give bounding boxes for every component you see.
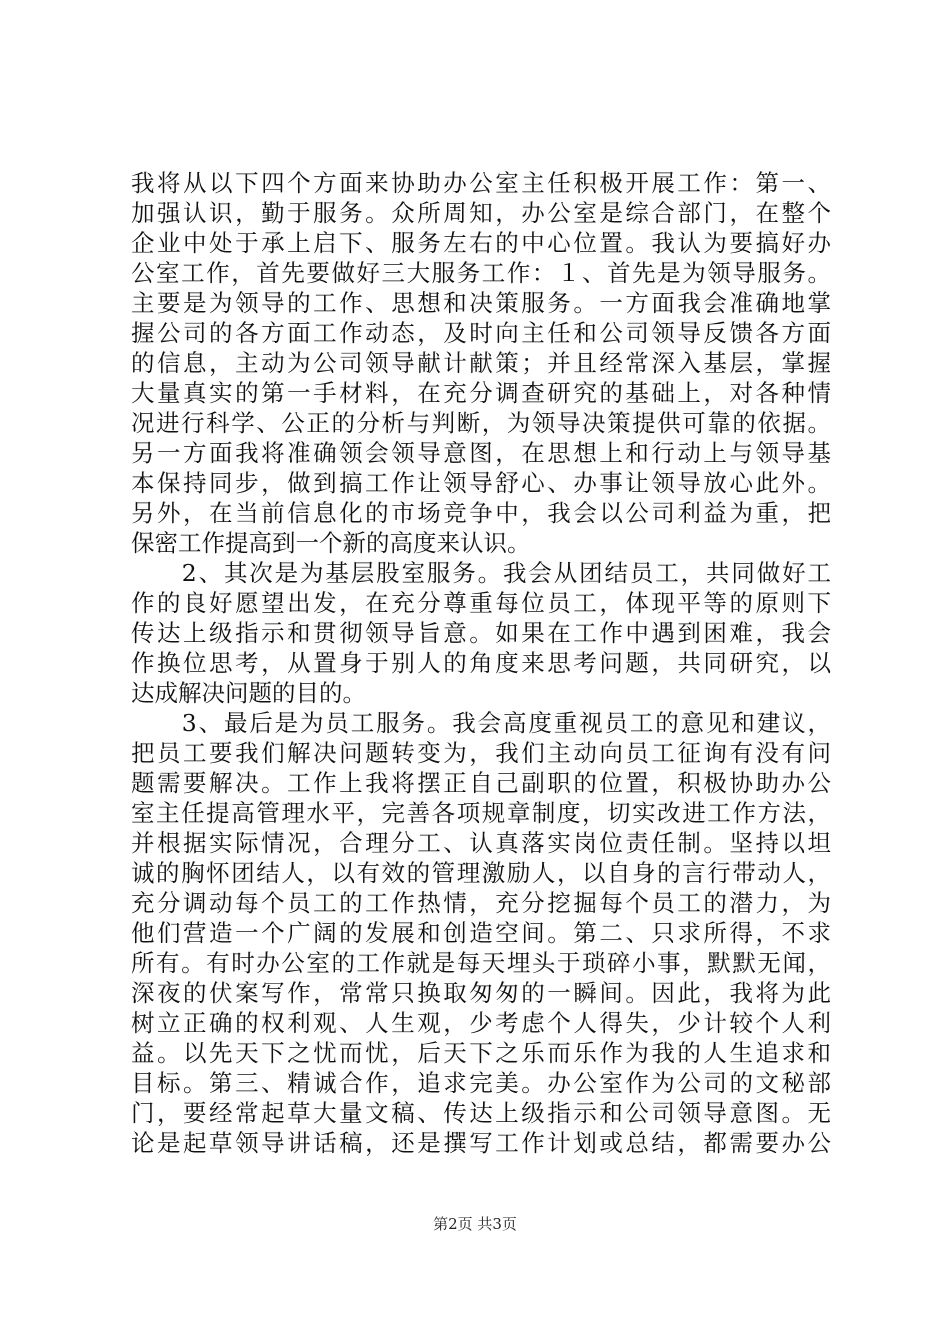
text-line: 诚的胸怀团结人，以有效的管理激励人，以自身的言行带动人， — [131, 859, 831, 887]
text-line: 另外，在当前信息化的市场竞争中，我会以公司利益为重，把 — [131, 499, 831, 527]
text-line: 目标。第三、精诚合作，追求完美。办公室作为公司的文秘部 — [131, 1069, 831, 1097]
text-line: 室主任提高管理水平，完善各项规章制度，切实改进工作方法， — [131, 799, 831, 827]
page-number-label: 第2页 共3页 — [433, 1215, 517, 1233]
text-line: 企业中处于承上启下、服务左右的中心位置。我认为要搞好办 — [131, 229, 831, 257]
text-line: 深夜的伏案写作，常常只换取匆匆的一瞬间。因此，我将为此 — [131, 979, 831, 1007]
text-line: 公室工作，首先要做好三大服务工作：１、首先是为领导服务。 — [131, 259, 831, 287]
text-line: 3、最后是为员工服务。我会高度重视员工的意见和建议， — [131, 709, 831, 737]
text-line: 充分调动每个员工的工作热情，充分挖掘每个员工的潜力，为 — [131, 889, 831, 917]
text-line: 主要是为领导的工作、思想和决策服务。一方面我会准确地掌 — [131, 289, 831, 317]
text-line: 加强认识，勤于服务。众所周知，办公室是综合部门，在整个 — [131, 199, 831, 227]
text-line: 2、其次是为基层股室服务。我会从团结员工，共同做好工 — [131, 559, 831, 587]
text-line: 传达上级指示和贯彻领导旨意。如果在工作中遇到困难，我会 — [131, 619, 831, 647]
document-body — [131, 168, 831, 1158]
page-footer — [0, 1214, 950, 1234]
text-line: 大量真实的第一手材料，在充分调查研究的基础上，对各种情 — [131, 379, 831, 407]
text-line: 的信息，主动为公司领导献计献策；并且经常深入基层，掌握 — [131, 349, 831, 377]
text-line: 握公司的各方面工作动态，及时向主任和公司领导反馈各方面 — [131, 319, 831, 347]
text-line: 把员工要我们解决问题转变为，我们主动向员工征询有没有问 — [131, 739, 831, 767]
text-line: 树立正确的权利观、人生观，少考虑个人得失，少计较个人利 — [131, 1009, 831, 1037]
text-line: 门，要经常起草大量文稿、传达上级指示和公司领导意图。无 — [131, 1099, 831, 1127]
text-line: 达成解决问题的目的。 — [131, 679, 366, 707]
text-line: 况进行科学、公正的分析与判断，为领导决策提供可靠的依据。 — [131, 409, 831, 437]
text-line: 本保持同步，做到搞工作让领导舒心、办事让领导放心此外。 — [131, 469, 831, 497]
text-line: 论是起草领导讲话稿，还是撰写工作计划或总结，都需要办公 — [131, 1129, 831, 1157]
text-line: 题需要解决。工作上我将摆正自己副职的位置，积极协助办公 — [131, 769, 831, 797]
text-line: 保密工作提高到一个新的高度来认识。 — [131, 529, 531, 557]
text-line: 作换位思考，从置身于别人的角度来思考问题，共同研究，以 — [131, 649, 831, 677]
text-line: 益。以先天下之忧而忧，后天下之乐而乐作为我的人生追求和 — [131, 1039, 831, 1067]
text-line: 所有。有时办公室的工作就是每天埋头于琐碎小事，默默无闻， — [131, 949, 831, 977]
text-line: 另一方面我将准确领会领导意图，在思想上和行动上与领导基 — [131, 439, 831, 467]
text-line: 我将从以下四个方面来协助办公室主任积极开展工作：第一、 — [131, 169, 831, 197]
text-line: 作的良好愿望出发，在充分尊重每位员工，体现平等的原则下 — [131, 589, 831, 617]
text-line: 他们营造一个广阔的发展和创造空间。第二、只求所得，不求 — [131, 919, 831, 947]
text-line: 并根据实际情况，合理分工、认真落实岗位责任制。坚持以坦 — [131, 829, 831, 857]
